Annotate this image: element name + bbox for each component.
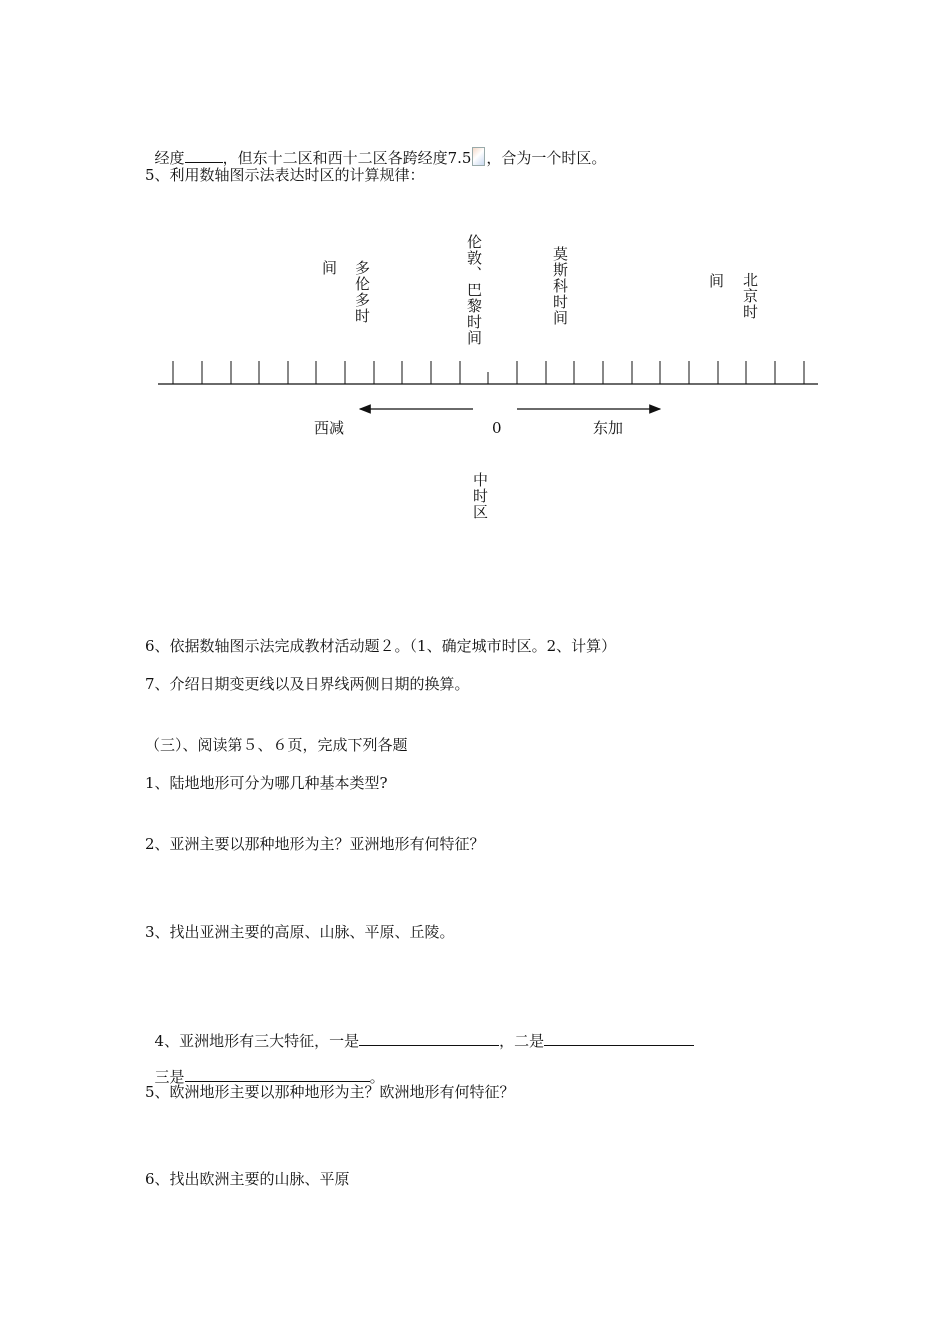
longitude-sentence-end: ，合为一个时区。: [486, 149, 607, 167]
feature-1-blank[interactable]: [359, 1029, 499, 1046]
beijing-label-overflow: 间: [709, 272, 725, 290]
question-4-end: 。: [369, 1068, 385, 1086]
london-paris-label: 伦敦、巴黎时间: [465, 234, 483, 346]
feature-3-blank[interactable]: [185, 1065, 370, 1082]
beijing-label: 北京时: [741, 272, 759, 320]
axis-ticks: [173, 361, 804, 384]
question-4-line-2: [145, 1045, 385, 1087]
question-4-middle: ，二是: [499, 1032, 545, 1050]
central-zone-label: 中时区: [471, 472, 489, 520]
question-3: 3、找出亚洲主要的高原、山脉、平原、丘陵。: [145, 923, 455, 941]
west-subtract-label: 西减: [314, 419, 345, 437]
toronto-label-overflow: 间: [322, 259, 338, 277]
item-6: 6、依据数轴图示法完成教材活动题２。（1、确定城市时区。2、计算）: [145, 637, 617, 655]
longitude-sentence-middle: ，但东十二区和西十二区各跨经度7.5: [222, 149, 472, 167]
item-5-heading: 5、利用数轴图示法表达时区的计算规律：: [145, 166, 425, 184]
moscow-label: 莫斯科时间: [551, 246, 569, 326]
zero-label: 0: [492, 419, 502, 437]
question-1: 1、陆地地形可分为哪几种基本类型?: [145, 774, 388, 792]
question-6: 6、找出欧洲主要的山脉、平原: [145, 1170, 350, 1188]
question-5: 5、欧洲地形主要以那种地形为主？欧洲地形有何特征？: [145, 1083, 515, 1101]
toronto-label: 多伦多时: [353, 260, 371, 324]
question-4-start: 4、亚洲地形有三大特征，一是: [154, 1032, 360, 1050]
question-4-third-label: 三是: [154, 1068, 185, 1086]
question-2: 2、亚洲主要以那种地形为主？亚洲地形有何特征？: [145, 835, 485, 853]
item-7: 7、介绍日期变更线以及日界线两侧日期的换算。: [145, 675, 470, 693]
east-add-label: 东加: [593, 419, 624, 437]
feature-2-blank[interactable]: [544, 1029, 694, 1046]
longitude-sentence-start: 经度: [154, 149, 185, 167]
section-3-heading: （三）、阅读第５、６页，完成下列各题: [145, 736, 408, 754]
